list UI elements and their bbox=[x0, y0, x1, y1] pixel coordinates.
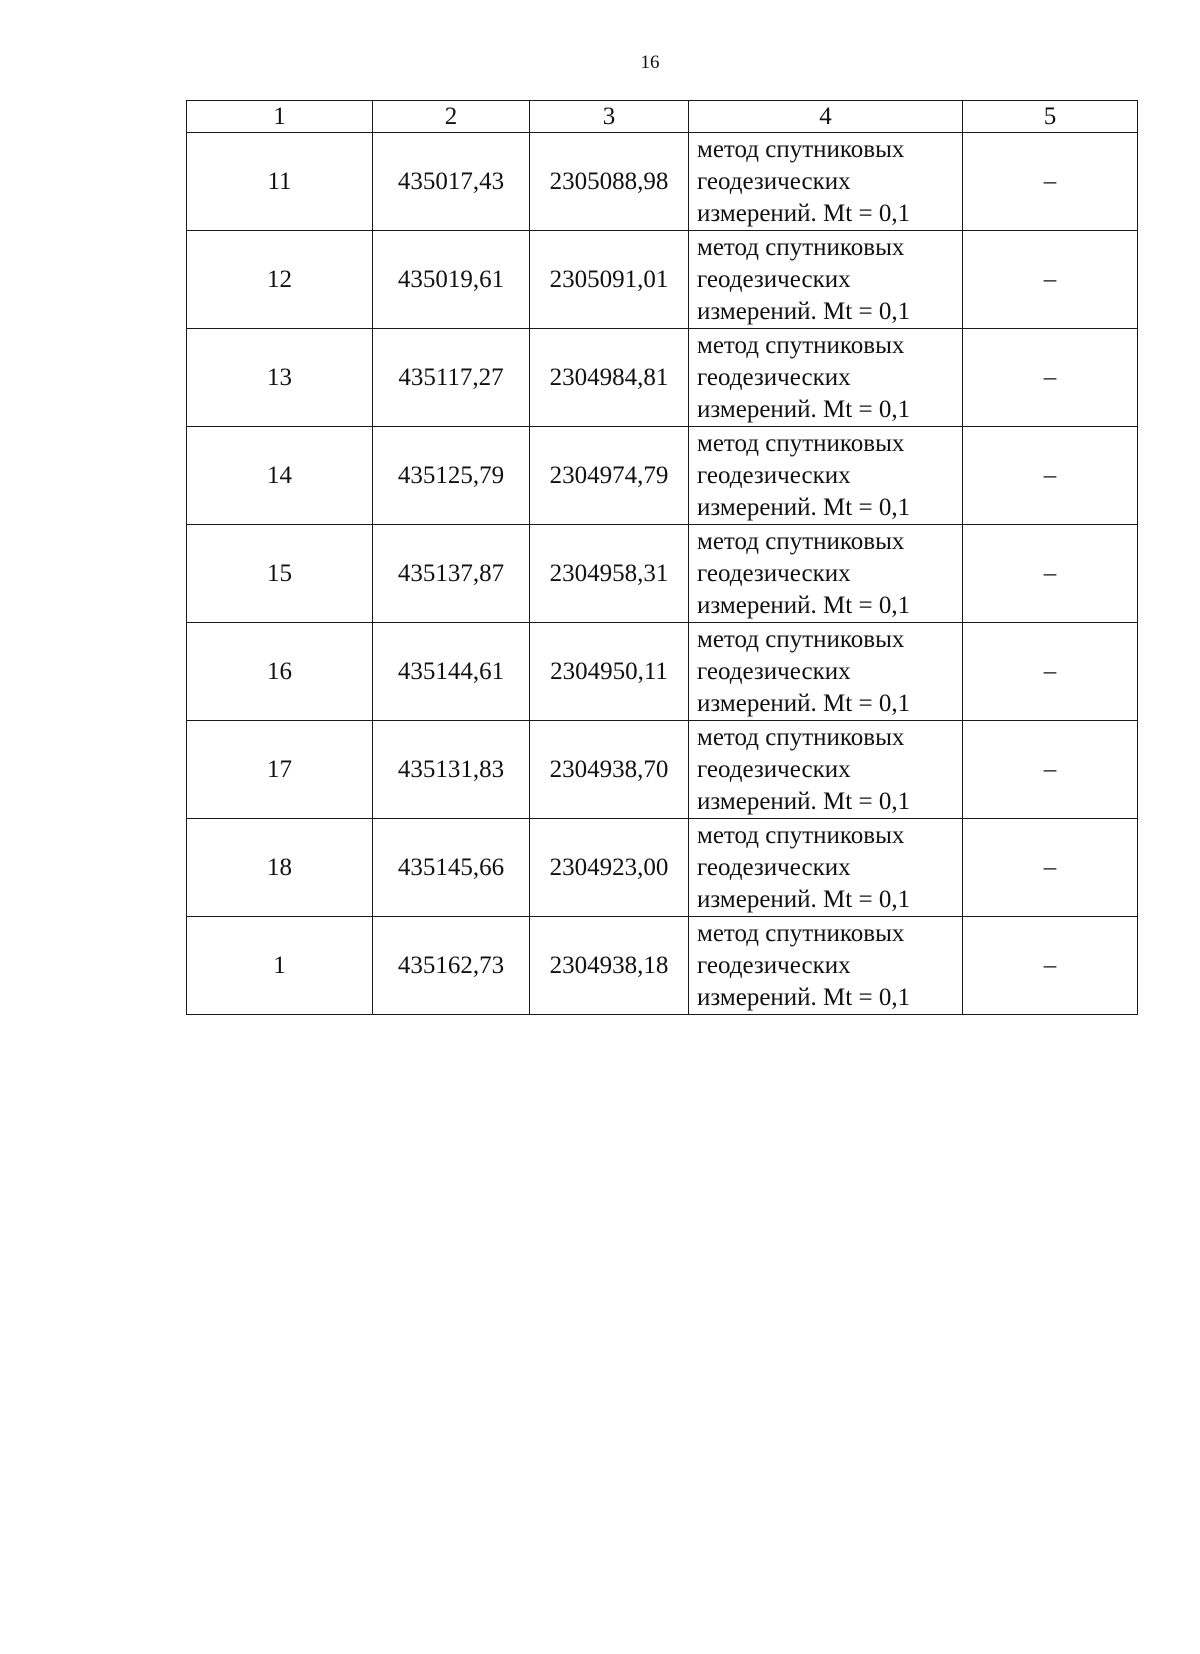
description-cell: – bbox=[963, 917, 1138, 1015]
description-cell: – bbox=[963, 133, 1138, 231]
table-row bbox=[187, 917, 1138, 1015]
method-cell bbox=[689, 133, 963, 231]
method-line: измерений. Mt = 0,1 bbox=[697, 591, 911, 619]
method-cell bbox=[689, 819, 963, 917]
point-number-cell: 17 bbox=[187, 721, 373, 819]
method-line: геодезических bbox=[697, 461, 851, 489]
column-header-2: 2 bbox=[373, 101, 530, 133]
y-coordinate-cell: 2304950,11 bbox=[530, 623, 689, 721]
method-cell bbox=[689, 329, 963, 427]
x-coordinate-cell: 435144,61 bbox=[373, 623, 530, 721]
x-coordinate-cell: 435125,79 bbox=[373, 427, 530, 525]
method-line: метод спутниковых bbox=[697, 723, 905, 751]
table-row bbox=[187, 721, 1138, 819]
method-cell bbox=[689, 231, 963, 329]
method-line: метод спутниковых bbox=[697, 233, 905, 261]
table-header-row bbox=[187, 101, 1138, 133]
point-number-cell: 16 bbox=[187, 623, 373, 721]
method-line: метод спутниковых bbox=[697, 625, 905, 653]
y-coordinate-cell: 2304958,31 bbox=[530, 525, 689, 623]
point-number-cell: 12 bbox=[187, 231, 373, 329]
table-row bbox=[187, 329, 1138, 427]
table-row bbox=[187, 427, 1138, 525]
method-line: метод спутниковых bbox=[697, 429, 905, 457]
table-body bbox=[187, 133, 1138, 1015]
method-cell bbox=[689, 721, 963, 819]
method-line: геодезических bbox=[697, 755, 851, 783]
method-line: измерений. Mt = 0,1 bbox=[697, 297, 911, 325]
description-cell: – bbox=[963, 329, 1138, 427]
table-row bbox=[187, 819, 1138, 917]
column-header-5: 5 bbox=[963, 101, 1138, 133]
x-coordinate-cell: 435145,66 bbox=[373, 819, 530, 917]
x-coordinate-cell: 435019,61 bbox=[373, 231, 530, 329]
x-coordinate-cell: 435162,73 bbox=[373, 917, 530, 1015]
table-header bbox=[187, 101, 1138, 133]
description-cell: – bbox=[963, 819, 1138, 917]
method-line: геодезических bbox=[697, 657, 851, 685]
description-cell: – bbox=[963, 231, 1138, 329]
page-number: 16 bbox=[640, 52, 660, 73]
table-row bbox=[187, 525, 1138, 623]
method-line: измерений. Mt = 0,1 bbox=[697, 199, 911, 227]
method-cell bbox=[689, 427, 963, 525]
method-line: метод спутниковых bbox=[697, 919, 905, 947]
column-header-4: 4 bbox=[689, 101, 963, 133]
y-coordinate-cell: 2304938,70 bbox=[530, 721, 689, 819]
method-line: геодезических bbox=[697, 951, 851, 979]
point-number-cell: 13 bbox=[187, 329, 373, 427]
method-line: геодезических bbox=[697, 265, 851, 293]
method-line: геодезических bbox=[697, 853, 851, 881]
method-line: геодезических bbox=[697, 167, 851, 195]
x-coordinate-cell: 435117,27 bbox=[373, 329, 530, 427]
method-line: метод спутниковых bbox=[697, 331, 905, 359]
method-line: метод спутниковых bbox=[697, 821, 905, 849]
method-line: измерений. Mt = 0,1 bbox=[697, 787, 911, 815]
x-coordinate-cell: 435017,43 bbox=[373, 133, 530, 231]
table-row bbox=[187, 623, 1138, 721]
x-coordinate-cell: 435131,83 bbox=[373, 721, 530, 819]
point-number-cell: 11 bbox=[187, 133, 373, 231]
point-number-cell: 15 bbox=[187, 525, 373, 623]
method-cell bbox=[689, 525, 963, 623]
y-coordinate-cell: 2304974,79 bbox=[530, 427, 689, 525]
description-cell: – bbox=[963, 427, 1138, 525]
column-header-1: 1 bbox=[187, 101, 373, 133]
point-number-cell: 1 bbox=[187, 917, 373, 1015]
method-line: измерений. Mt = 0,1 bbox=[697, 983, 911, 1011]
method-line: измерений. Mt = 0,1 bbox=[697, 689, 911, 717]
method-line: метод спутниковых bbox=[697, 527, 905, 555]
table-row bbox=[187, 133, 1138, 231]
table-row bbox=[187, 231, 1138, 329]
point-number-cell: 14 bbox=[187, 427, 373, 525]
method-line: измерений. Mt = 0,1 bbox=[697, 395, 911, 423]
method-line: геодезических bbox=[697, 559, 851, 587]
method-line: метод спутниковых bbox=[697, 135, 905, 163]
description-cell: – bbox=[963, 623, 1138, 721]
y-coordinate-cell: 2305088,98 bbox=[530, 133, 689, 231]
y-coordinate-cell: 2304938,18 bbox=[530, 917, 689, 1015]
method-cell bbox=[689, 623, 963, 721]
y-coordinate-cell: 2304923,00 bbox=[530, 819, 689, 917]
method-line: геодезических bbox=[697, 363, 851, 391]
method-cell bbox=[689, 917, 963, 1015]
coordinates-table bbox=[186, 100, 1138, 1015]
point-number-cell: 18 bbox=[187, 819, 373, 917]
y-coordinate-cell: 2305091,01 bbox=[530, 231, 689, 329]
description-cell: – bbox=[963, 525, 1138, 623]
method-line: измерений. Mt = 0,1 bbox=[697, 885, 911, 913]
method-line: измерений. Mt = 0,1 bbox=[697, 493, 911, 521]
x-coordinate-cell: 435137,87 bbox=[373, 525, 530, 623]
description-cell: – bbox=[963, 721, 1138, 819]
y-coordinate-cell: 2304984,81 bbox=[530, 329, 689, 427]
column-header-3: 3 bbox=[530, 101, 689, 133]
